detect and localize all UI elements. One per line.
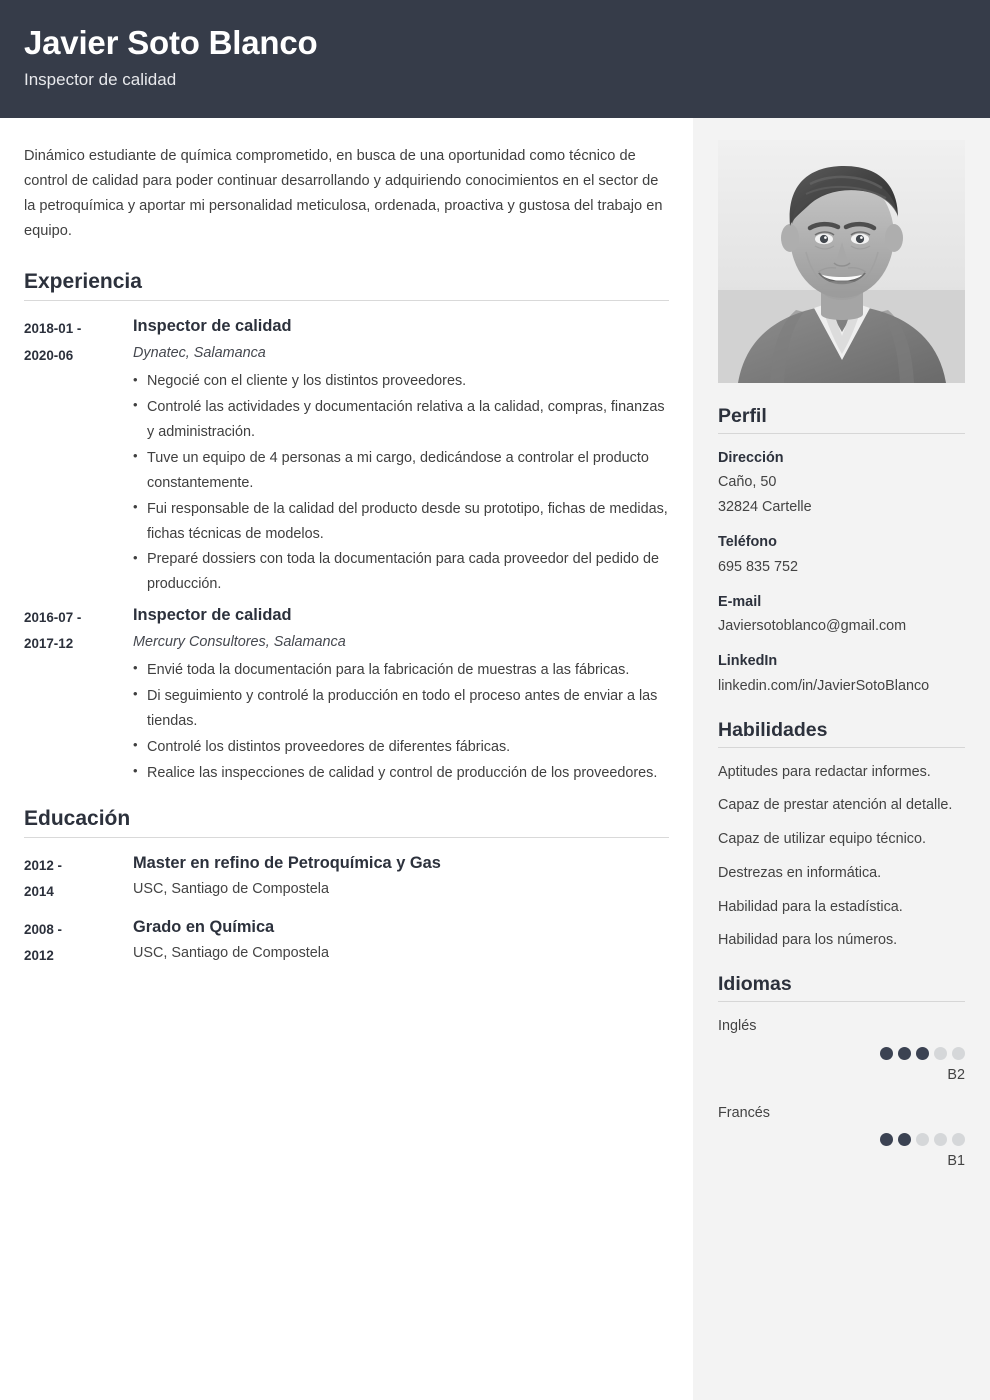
rating-dot-empty [934, 1047, 947, 1060]
skill-item: Habilidad para los números. [718, 932, 898, 949]
job-bullet-list [133, 369, 669, 597]
field-label-email: E-mail [718, 593, 762, 610]
job-bullet: • Negocié con el cliente y los distintos proveedores. [133, 369, 669, 394]
education-dates [24, 851, 133, 905]
rating-dot-filled [880, 1133, 893, 1146]
portrait-photo [718, 140, 965, 383]
language-rating-dots [718, 1047, 965, 1060]
job-bullet: • Di seguimiento y controlé la producción en todo el proceso antes de enviar a las tiendas. [133, 684, 669, 734]
main-column [0, 118, 693, 1400]
date-start: 2012 - [24, 857, 62, 873]
rating-dot-filled [898, 1133, 911, 1146]
date-end: 2012 [24, 947, 54, 963]
sidebar-column [693, 118, 990, 1400]
rating-dot-empty [916, 1133, 929, 1146]
degree-title: Master en refino de Petroquímica y Gas [133, 853, 441, 872]
field-label-phone: Teléfono [718, 534, 777, 551]
section-heading-skills: Habilidades [718, 719, 965, 748]
job-title: Inspector de calidad [133, 606, 292, 625]
date-end: 2020-06 [24, 347, 74, 363]
job-company: Mercury Consultores, Salamanca [133, 633, 346, 650]
skill-item: Aptitudes para redactar informes. [718, 763, 931, 780]
rating-dot-empty [952, 1047, 965, 1060]
skill-item: Destrezas en informática. [718, 864, 882, 881]
candidate-role: Inspector de calidad [24, 70, 177, 90]
job-bullet: • Realice las inspecciones de calidad y control de producción de los proveedores. [133, 761, 669, 786]
education-entry [24, 851, 669, 905]
experience-dates [24, 603, 133, 786]
date-start: 2016-07 - [24, 610, 82, 626]
rating-dot-empty [934, 1133, 947, 1146]
rating-dot-empty [952, 1133, 965, 1146]
experience-details [133, 314, 669, 598]
degree-title: Grado en Química [133, 917, 275, 936]
education-dates [24, 915, 133, 969]
job-title: Inspector de calidad [133, 317, 292, 336]
job-bullet: • Fui responsable de la calidad del producto desde su prototipo, fichas de medidas, fichas técnicas de modelos. [133, 497, 669, 547]
language-name: Francés [718, 1104, 770, 1121]
rating-dot-filled [916, 1047, 929, 1060]
date-start: 2008 - [24, 921, 62, 937]
section-heading-education: Educación [24, 807, 669, 838]
languages-section [718, 973, 965, 1173]
language-name: Inglés [718, 1018, 757, 1035]
date-end: 2017-12 [24, 636, 74, 652]
professional-summary: Dinámico estudiante de química comprometido, en busca de una oportunidad como técnico de control de calidad para poder continuar desarrollando y adquiriendo conocimientos en el sector de la petroquímica y aportar mi personalidad meticulosa, ordenada, proactiva y gustosa del trabajo en equipo. [24, 148, 663, 240]
email-value[interactable]: Javiersotoblanco@gmail.com [718, 618, 907, 635]
school-name: USC, Santiago de Compostela [133, 880, 329, 897]
rating-dot-filled [880, 1047, 893, 1060]
section-heading-experience: Experiencia [24, 270, 669, 301]
skill-item: Habilidad para la estadística. [718, 898, 903, 915]
language-entry [718, 1101, 965, 1174]
section-heading-languages: Idiomas [718, 973, 965, 1002]
linkedin-value[interactable]: linkedin.com/in/JavierSotoBlanco [718, 677, 930, 694]
education-details [133, 915, 669, 969]
experience-entry [24, 603, 669, 786]
phone-value: 695 835 752 [718, 558, 799, 575]
job-bullet-list [133, 658, 669, 786]
skill-item: Capaz de utilizar equipo técnico. [718, 831, 926, 848]
experience-entry [24, 314, 669, 598]
skill-item: Capaz de prestar atención al detalle. [718, 797, 953, 814]
job-bullet: • Envié toda la documentación para la fabricación de muestras a las fábricas. [133, 658, 669, 683]
date-start: 2018-01 - [24, 321, 82, 337]
profile-section [718, 405, 965, 699]
job-bullet: • Controlé los distintos proveedores de diferentes fábricas. [133, 735, 669, 760]
date-end: 2014 [24, 883, 54, 899]
job-company: Dynatec, Salamanca [133, 344, 266, 361]
school-name: USC, Santiago de Compostela [133, 945, 329, 962]
language-entry [718, 1014, 965, 1087]
language-level: B1 [947, 1153, 965, 1170]
cv-header [0, 0, 990, 118]
section-heading-profile: Perfil [718, 405, 965, 434]
rating-dot-filled [898, 1047, 911, 1060]
portrait-illustration [718, 140, 965, 383]
candidate-name: Javier Soto Blanco [24, 24, 318, 61]
education-details [133, 851, 669, 905]
language-level: B2 [947, 1066, 965, 1083]
job-bullet: • Preparé dossiers con toda la documentación para cada proveedor del pedido de producción. [133, 547, 669, 597]
skills-section [718, 719, 965, 954]
field-label-address: Dirección [718, 450, 784, 466]
job-bullet: • Tuve un equipo de 4 personas a mi cargo, dedicándose a controlar el producto constantemente. [133, 446, 669, 496]
field-label-linkedin: LinkedIn [718, 653, 778, 670]
experience-dates [24, 314, 133, 598]
job-bullet: • Controlé las actividades y documentación relativa a la calidad, compras, finanzas y administración. [133, 395, 669, 445]
cv-body [0, 118, 990, 1400]
address-line-1: Caño, 50 [718, 474, 777, 491]
address-line-2: 32824 Cartelle [718, 499, 812, 516]
language-rating-dots [718, 1133, 965, 1146]
experience-details [133, 603, 669, 786]
education-entry [24, 915, 669, 969]
